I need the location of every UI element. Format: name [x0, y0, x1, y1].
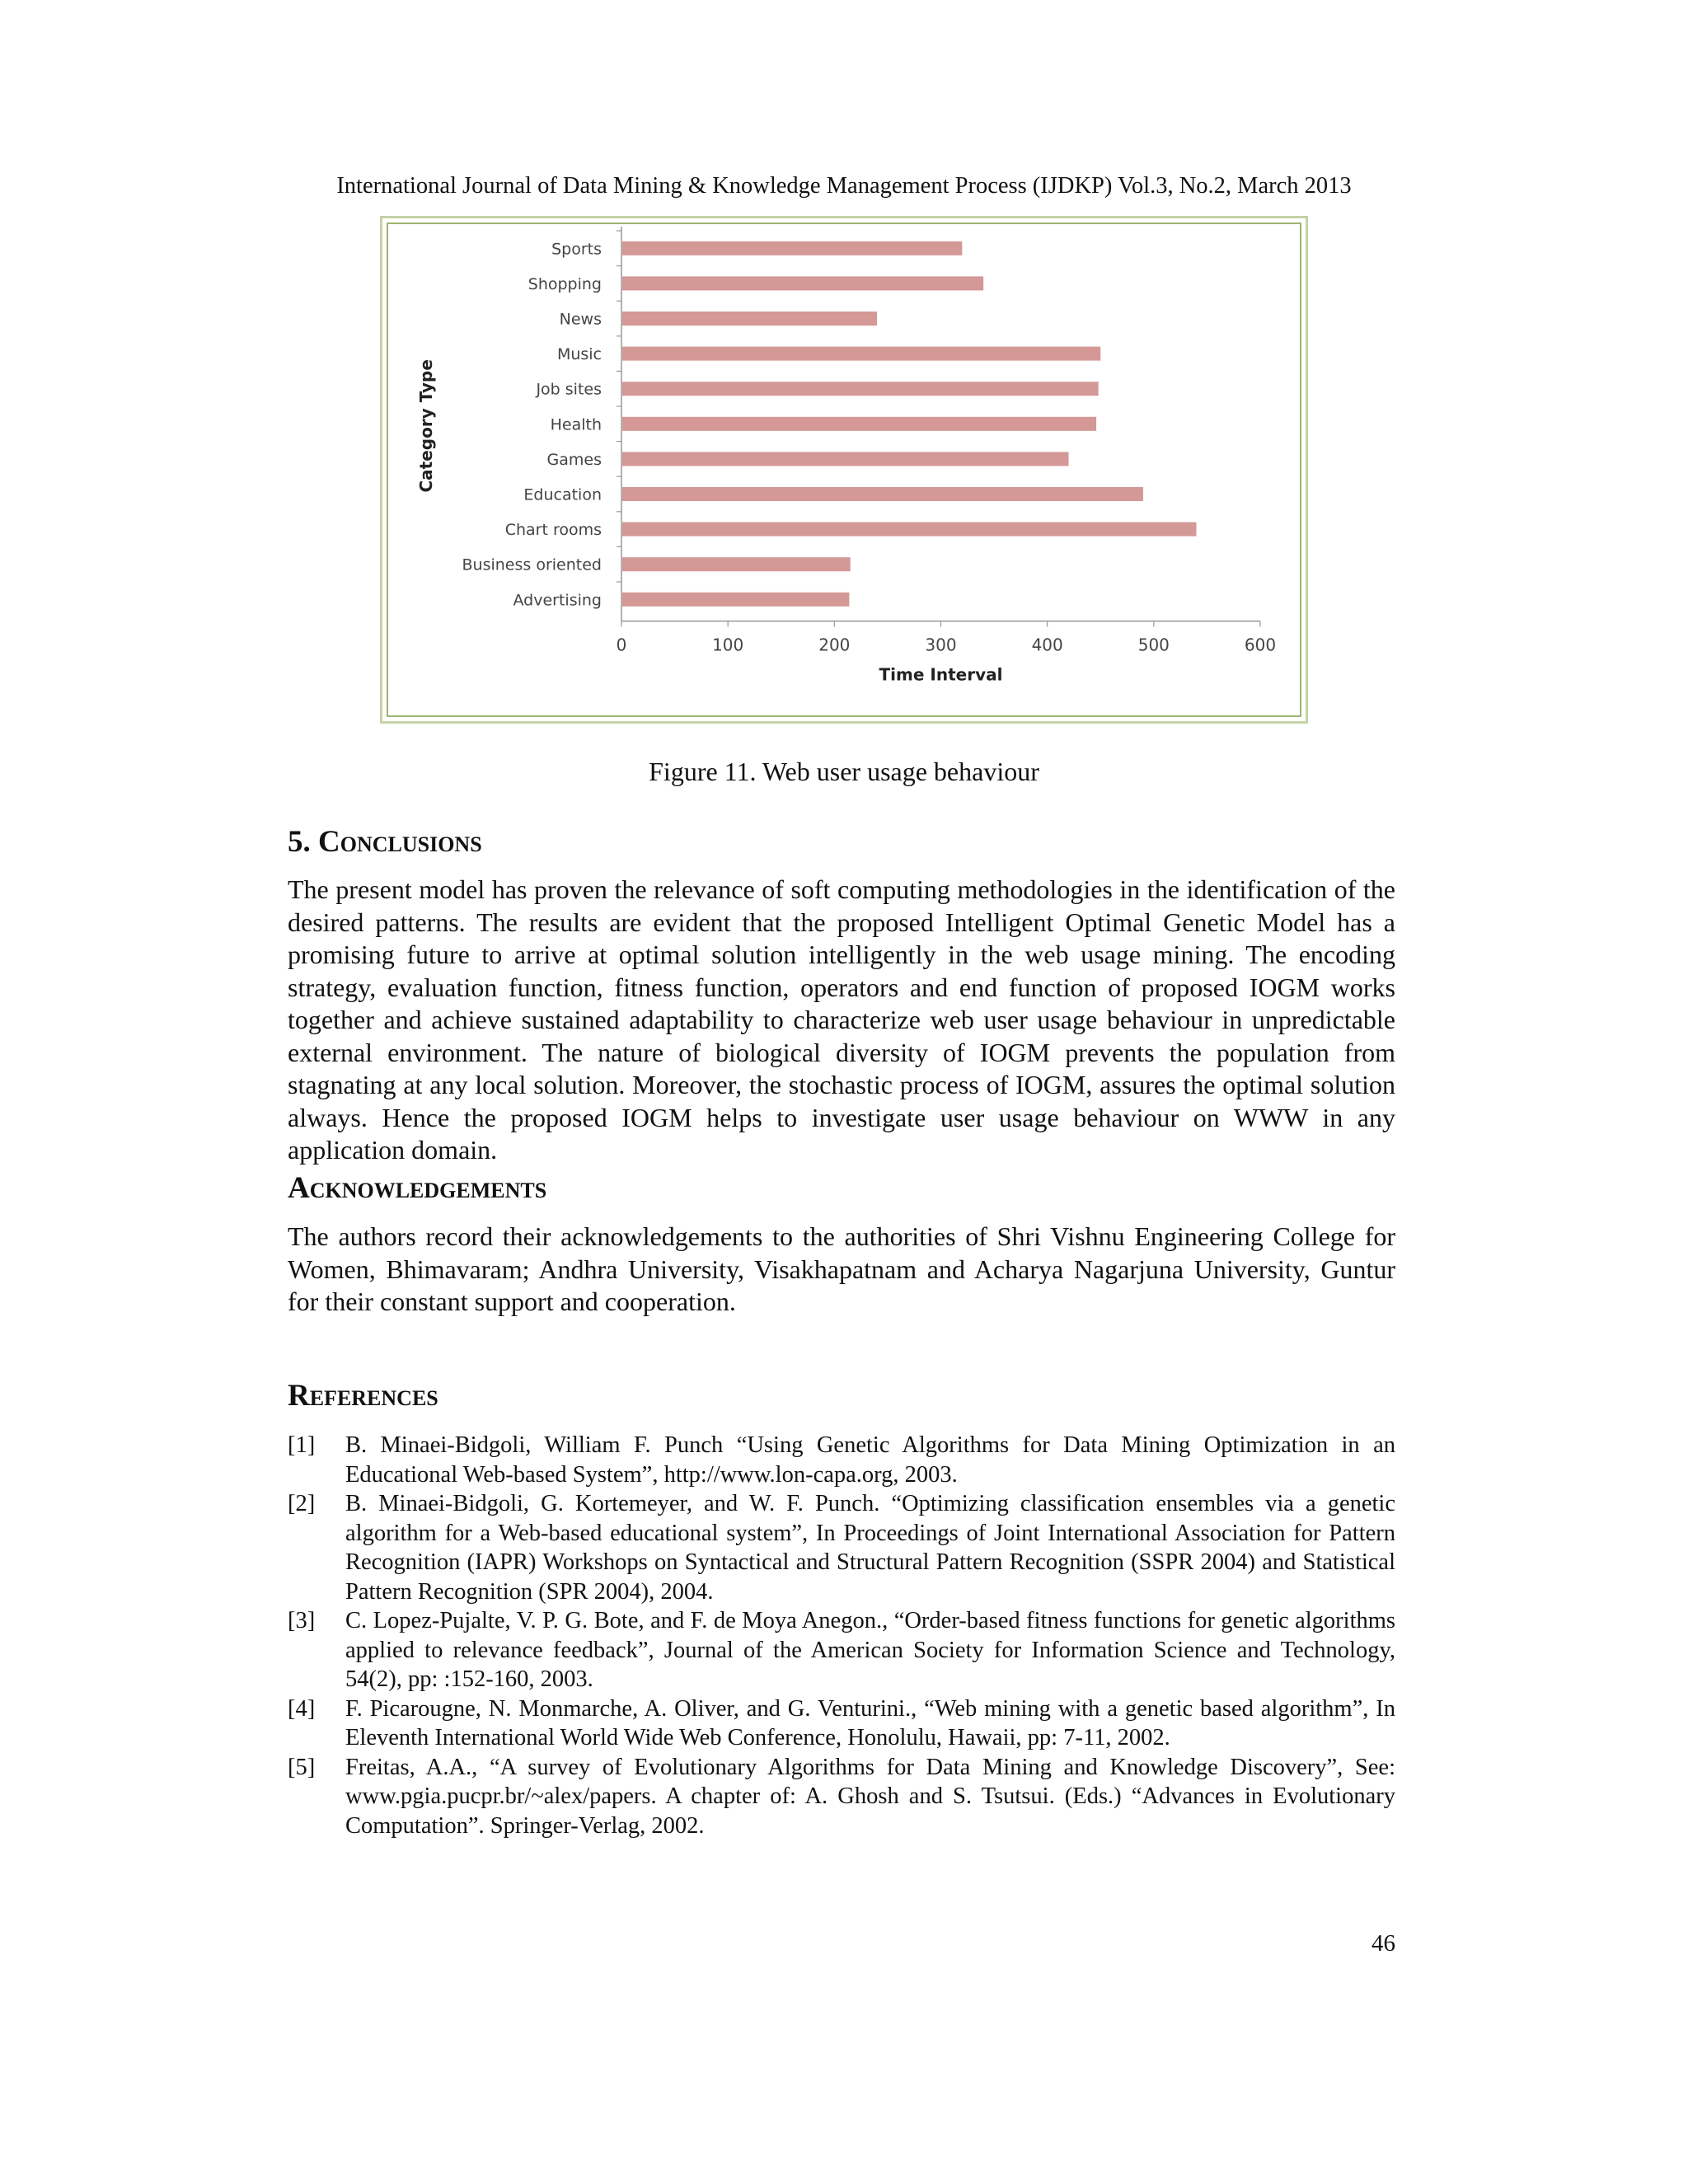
- acknowledgements-body: [288, 1221, 1395, 1319]
- reference-number: [4]: [288, 1695, 316, 1722]
- category-tick-label: Job sites: [536, 380, 602, 399]
- x-tick-label: 500: [1137, 635, 1170, 655]
- category-tick-label: Chart rooms: [504, 521, 602, 540]
- category-tick-label: Health: [550, 415, 602, 434]
- figure-11-frame: [380, 216, 1308, 724]
- y-axis-title: Category Type: [416, 359, 436, 493]
- category-tick-label: Shopping: [528, 274, 602, 293]
- reference-item: [288, 1753, 1395, 1841]
- figure-caption: Figure 11. Web user usage behaviour: [649, 757, 1039, 786]
- reference-text: F. Picarougne, N. Monmarche, A. Oliver, and G. Venturini., “Web mining with a genetic based algorithm”, In Eleventh International World Wide Web Conference, Honolulu, Hawaii, pp: 7-11, 2002.: [345, 1695, 1395, 1750]
- category-tick-label: Advertising: [513, 591, 602, 610]
- reference-number: [3]: [288, 1608, 316, 1633]
- running-header: International Journal of Data Mining & Knowledge Management Process (IJDKP) Vol.3, No.2, March 2013: [336, 173, 1352, 199]
- reference-item: [288, 1606, 1395, 1694]
- conclusions-heading: 5. Conclusions: [288, 825, 482, 859]
- acknowledgements-paragraph: The authors record their acknowledgements to the authorities of Shri Vishnu Engineering College for Women, Bhimavaram; Andhra University, Visakhapatnam and Acharya Nagarjuna University, Guntur for their constant support and cooperation.: [288, 1221, 1395, 1316]
- reference-list: [288, 1431, 1395, 1840]
- bar-sports: [622, 241, 962, 255]
- reference-number: [1]: [288, 1432, 316, 1458]
- usage-bar-chart: [382, 218, 1306, 721]
- bar-job-sites: [622, 382, 1099, 396]
- category-tick-label: Education: [523, 485, 602, 504]
- references-heading: References: [288, 1379, 438, 1413]
- reference-text: C. Lopez-Pujalte, V. P. G. Bote, and F. de Moya Anegon., “Order-based fitness functions for genetic algorithms applied to relevance feedback”, Journal of the American Society for Information Science and Technology, 54(2), pp: :152-160, 2003.: [345, 1608, 1395, 1692]
- page-number: 46: [1372, 1930, 1395, 1957]
- category-tick-label: Business oriented: [462, 555, 602, 574]
- bar-business-oriented: [622, 557, 851, 571]
- category-tick-label: News: [559, 310, 602, 329]
- reference-item: [288, 1489, 1395, 1606]
- reference-item: [288, 1431, 1395, 1489]
- x-tick-label: 100: [712, 635, 744, 655]
- bar-education: [622, 487, 1143, 501]
- x-axis-title: Time Interval: [879, 664, 1003, 685]
- bar-games: [622, 452, 1069, 466]
- reference-number: [5]: [288, 1754, 316, 1780]
- reference-number: [2]: [288, 1491, 316, 1516]
- category-tick-label: Music: [556, 345, 602, 364]
- conclusions-body: [288, 874, 1395, 1167]
- bar-health: [622, 417, 1096, 431]
- x-tick-label: 600: [1244, 635, 1277, 655]
- x-tick-label: 400: [1031, 635, 1063, 655]
- bar-chart-rooms: [622, 523, 1197, 537]
- chart-plot-area: [416, 227, 1276, 685]
- reference-item: [288, 1694, 1395, 1753]
- conclusions-paragraph: The present model has proven the relevance of soft computing methodologies in the identification of the desired patterns. The results are evident that the proposed Intelligent Optimal Genetic Model has a promising future to arrive at optimal solution intelligently in the web usage mining. The encoding strategy, evaluation function, fitness function, operators and end function of proposed IOGM works together and achieve sustained adaptability to characterize web user usage behaviour in unpredictable external environment. The nature of biological diversity of IOGM prevents the population from stagnating at any local solution. Moreover, the stochastic process of IOGM, assures the optimal solution always. Hence the proposed IOGM helps to investigate user usage behaviour on WWW in any application domain.: [288, 874, 1395, 1165]
- category-tick-label: Sports: [551, 240, 602, 259]
- bar-music: [622, 347, 1100, 361]
- reference-text: B. Minaei-Bidgoli, William F. Punch “Using Genetic Algorithms for Data Mining Optimization in an Educational Web-based System”, http://www.lon-capa.org, 2003.: [345, 1432, 1395, 1488]
- reference-text: Freitas, A.A., “A survey of Evolutionary Algorithms for Data Mining and Knowledge Discovery”, See: www.pgia.pucpr.br/~alex/papers. A chapter of: A. Ghosh and S. Tsutsui. (Eds.) “Advances in Evolutionary Computation”. Springer-Verlag, 2002.: [345, 1754, 1395, 1839]
- bar-shopping: [622, 276, 983, 290]
- x-tick-label: 0: [616, 635, 627, 655]
- reference-text: B. Minaei-Bidgoli, G. Kortemeyer, and W. F. Punch. “Optimizing classification ensembles via a genetic algorithm for a Web-based educational system”, In Proceedings of Joint International Association for Pattern Recognition (IAPR) Workshops on Syntactical and Structural Pattern Recognition (SSPR 2004) and Statistical Pattern Recognition (SPR 2004), 2004.: [345, 1491, 1395, 1605]
- bar-advertising: [622, 593, 849, 607]
- x-tick-label: 300: [925, 635, 957, 655]
- category-tick-label: Games: [546, 450, 602, 469]
- x-tick-label: 200: [818, 635, 851, 655]
- bar-news: [622, 312, 877, 326]
- acknowledgements-heading: Acknowledgements: [288, 1171, 547, 1205]
